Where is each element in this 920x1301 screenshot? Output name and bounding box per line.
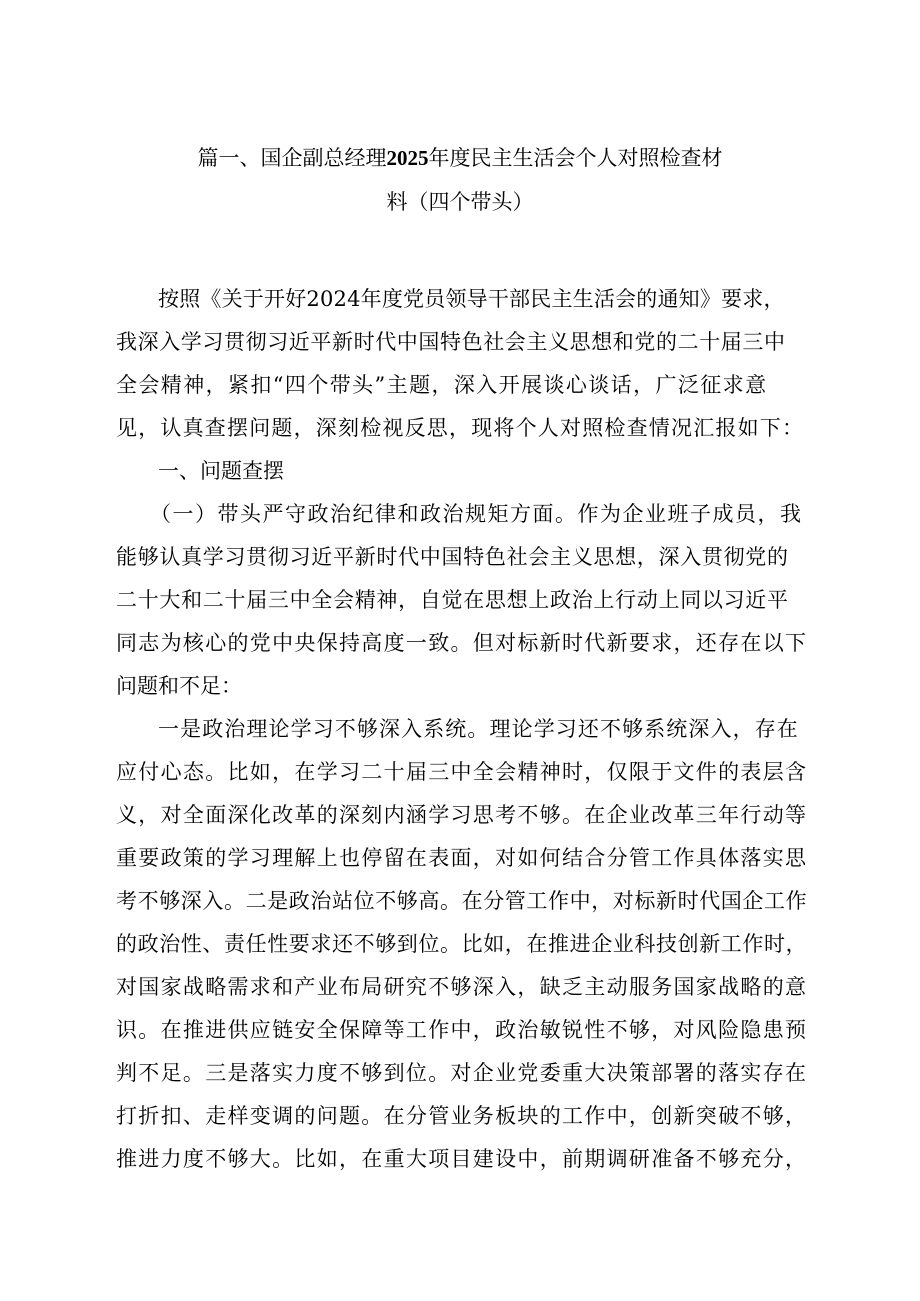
subsection-heading-line: （一）带头严守政治纪律和政治规矩方面。作为企业班子成员，我 (150, 502, 803, 526)
body-line: 全会精神，紧扣“四个带头”主题，深入开展谈心谈话，广泛征求意 (116, 373, 768, 397)
body-line: 打折扣、走样变调的问题。在分管业务板块的工作中，创新突破不够， (116, 1104, 808, 1128)
body-line: 见，认真查摆问题，深刻检视反思，现将个人对照检查情况汇报如下： (116, 416, 805, 440)
body-line: 应付心态。比如，在学习二十届三中全会精神时，仅限于文件的表层含 (116, 760, 808, 784)
body-line: 推进力度不够大。比如，在重大项目建设中，前期调研准备不够充分， (116, 1147, 808, 1171)
body-line: 判不足。三是落实力度不够到位。对企业党委重大决策部署的落实存在 (116, 1061, 808, 1085)
body-line: 问题和不足： (116, 674, 242, 698)
body-line: 识。在推进供应链安全保障等工作中，政治敏锐性不够，对风险隐患预 (116, 1018, 808, 1042)
body-line: 对国家战略需求和产业布局研究不够深入，缺乏主动服务国家战略的意 (116, 975, 808, 999)
body-line: 按照《关于开好2024年度党员领导干部民主生活会的通知》要求， (158, 287, 785, 311)
body-line: 考不够深入。二是政治站位不够高。在分管工作中，对标新时代国企工作 (116, 889, 808, 913)
document-title (0, 143, 920, 173)
body-line: 重要政策的学习理解上也停留在表面，对如何结合分管工作具体落实思 (116, 846, 808, 870)
body-line: 一是政治理论学习不够深入系统。理论学习还不够系统深入，存在 (158, 717, 799, 741)
title-text-post: 年度民主生活会个人对照检查材 (428, 146, 723, 170)
body-line: 我深入学习贯彻习近平新时代中国特色社会主义思想和党的二十届三中 (116, 330, 786, 354)
body-line: 同志为核心的党中央保持高度一致。但对标新时代新要求，还存在以下 (116, 631, 808, 655)
body-line: 二十大和二十届三中全会精神，自觉在思想上政治上行动上同以习近平 (116, 588, 789, 612)
body-line: 能够认真学习贯彻习近平新时代中国特色社会主义思想，深入贯彻党的 (116, 545, 789, 569)
section-heading: 一、问题查摆 (158, 459, 284, 483)
body-line: 的政治性、责任性要求还不够到位。比如，在推进企业科技创新工作时， (116, 932, 808, 956)
title-text-pre: 篇一、国企副总经理 (197, 146, 387, 170)
document-title-continued: 料（四个带头） (386, 190, 534, 214)
title-year: 2025 (386, 146, 429, 170)
body-line: 义，对全面深化改革的深刻内涵学习思考不够。在企业改革三年行动等 (116, 803, 808, 827)
